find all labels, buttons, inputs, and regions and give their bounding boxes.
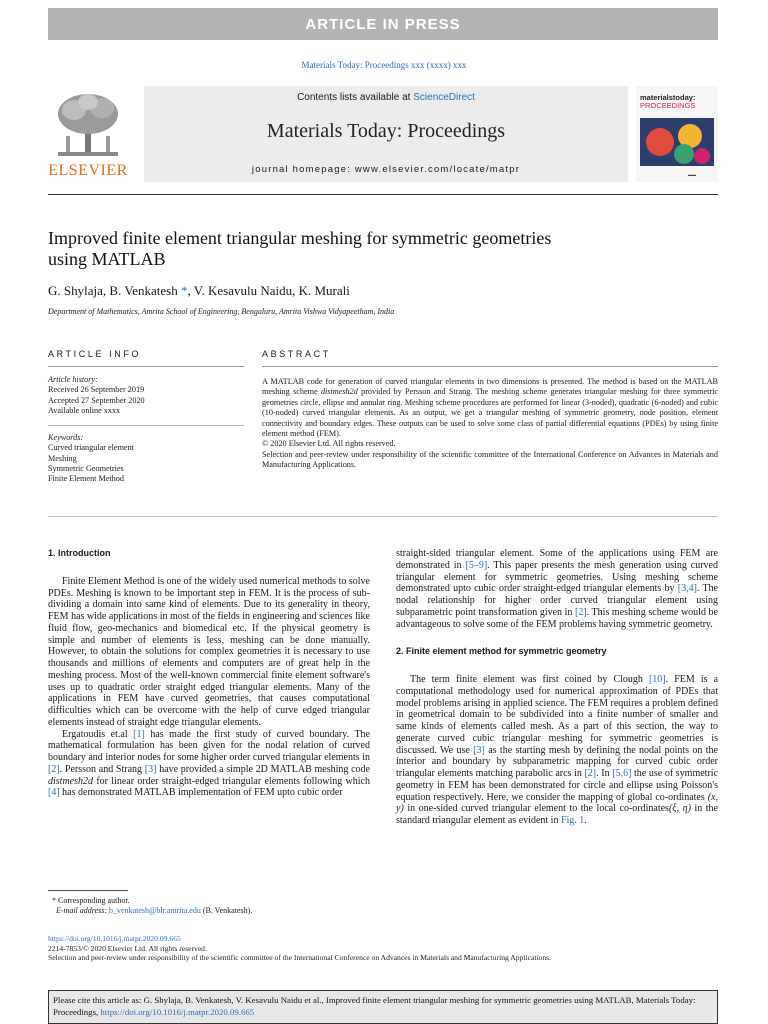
left-column (48, 548, 370, 799)
journal-homepage[interactable]: journal homepage: www.elsevier.com/locate/matpr (251, 164, 521, 175)
article-info-heading: ARTICLE INFO (48, 349, 142, 359)
title-line-2: using MATLAB (48, 249, 166, 269)
abstract-part: provided by Persson and Strang. The meshing scheme generates triangular meshing for three symmetric geometries circle, ellipse and annular ring. Meshing scheme procedures are performed for linear (3-noded), quadratic (6-noded) and cubic (10-noded) curved triangular elements. As an output, we get a triangular meshing of symmetric geometry, node position, element connectivity and boundary edges. These outputs can be used to solve some class of partial differential equations (PDEs) by using finite element method (FEM). (262, 387, 719, 439)
text-run: straight-sided triangular element. Some of the applications using FEM are demonstrated in (396, 548, 718, 571)
article-history (48, 375, 145, 416)
text-run: . Persson and Strang (59, 763, 145, 775)
abstract-rule (262, 366, 718, 367)
text-run: . In (596, 768, 613, 779)
corresponding-author-note: Corresponding author. (56, 896, 130, 905)
citation-link[interactable]: [1] (133, 728, 145, 740)
citation-link[interactable]: [3,4] (677, 583, 697, 595)
keyword-item: Meshing (48, 453, 77, 463)
section-heading-fem: 2. Finite element method for symmetric geometry (396, 646, 607, 657)
abstract-code-name: distmesh2d (320, 387, 358, 397)
email-label: E-mail address: (56, 906, 110, 915)
text-run: the use of symmetric geometry in FEM has been demonstrated for circle and ellipse using Poisson's equation respectively. Here, we consider the mapping of global co-ordinates (396, 768, 718, 803)
bottom-peer-review: Selection and peer-review under responsibility of the scientific committee of the International Conference on Advances in Materials and Manufacturing Applications. (48, 953, 551, 962)
email-owner: (B. Venkatesh). (200, 906, 253, 915)
article-info-rule (48, 366, 244, 367)
text-run: in one-sided curved triangular element to the local co-ordinates (403, 803, 669, 815)
contents-prefix: Contents lists available at (297, 92, 414, 103)
citation-link[interactable]: [3] (144, 763, 157, 775)
abstract-heading: ABSTRACT (262, 349, 331, 359)
abstract-text (262, 377, 718, 471)
journal-header (48, 86, 718, 186)
citation-box (48, 990, 718, 1024)
text-run: . This meshing scheme would be advantageous to solve some of the FEM problems having symmetric geometry. (396, 606, 718, 630)
journal-cover[interactable] (636, 86, 718, 182)
cover-title-b: PROCEEDINGS (640, 101, 696, 110)
citation-link[interactable]: [2] (574, 606, 587, 618)
keyword-item: Symmetric Geometries (48, 463, 124, 473)
elsevier-tree-icon (52, 90, 124, 160)
doi-link[interactable]: https://doi.org/10.1016/j.matpr.2020.09.665 (48, 934, 181, 943)
intro-paragraph-1: Finite Element Method is one of the widely used numerical methods to solve PDEs. Meshing is known to be important step in FEM. It is the process of sub-dividing a domain into same kind of elements. Due to its generality in theory, FEM has wide applications in most of the fields in engineering and sciences like fluid flow, geo-mechanics and biomedical etc. If the physical geometry is simple and number of elements is less, meshing can be done manually. However, to obtain the solutions for complex geometries it is necessary to use thousands and millions of elements and computers are of great help in the meshing process. Most of the well-known commercial finite element software's uses up to quadratic order straight edged triangular elements. Many of the applications in FEM have curved geometries, that causes computational difficulties which can be overcome with the help of curve edged triangular elements instead of straight edge triangular elements. (48, 575, 370, 728)
text-run: The term finite element was first coined by Clough (410, 674, 649, 685)
fem-paragraph (396, 674, 718, 827)
math-expression: (x, y) (396, 791, 718, 815)
journal-info-box (144, 86, 628, 182)
text-run: . FEM is a computational methodology used for numerical approximation of PDEs that model problems arising in applied science. The FEM requires a problem defined in geometrical domain to be subdivided into a finite number of smaller and same kinds of elements called mesh. As a part of this section, the way to generate curved cubic triangular meshing for symmetric geometries is discussed. We use (396, 674, 719, 756)
text-run: . This paper presents the mesh generation using curved triangular element for symmetric geometries. Using meshing scheme demonstrated upto cubic order straight-edged triangular elements by (396, 559, 718, 595)
cover-image-icon (640, 118, 714, 166)
contents-line (144, 92, 628, 103)
code-name: distmesh2d (48, 775, 93, 787)
citation-link[interactable]: [2] (48, 763, 60, 775)
keywords-rule (48, 425, 244, 426)
cover-footer-mark: ▬▬ (688, 172, 696, 177)
elsevier-logo[interactable] (48, 86, 128, 186)
authors-rest: , V. Kesavulu Naidu, K. Murali (187, 283, 350, 298)
footnote (48, 896, 252, 916)
accepted-date: Accepted 27 September 2020 (48, 395, 145, 405)
text-run: for linear order straight-edged triangular elements following which (93, 775, 370, 787)
figure-link[interactable]: Fig. 1 (560, 815, 585, 826)
received-date: Received 26 September 2019 (48, 385, 145, 395)
citation-link[interactable]: [5–9] (465, 559, 488, 571)
keyword-item: Curved triangular element (48, 443, 134, 453)
keyword-item: Finite Element Method (48, 474, 124, 484)
cover-title-a: materialstoday: (640, 93, 696, 102)
sciencedirect-link[interactable]: ScienceDirect (413, 92, 475, 103)
article-in-press-banner: ARTICLE IN PRESS (48, 8, 718, 40)
journal-reference-link[interactable]: Materials Today: Proceedings xxx (xxxx) xxx (301, 60, 467, 70)
authors-first: G. Shylaja, B. Venkatesh (48, 283, 178, 298)
footnote-rule (48, 890, 128, 891)
affiliation: Department of Mathematics, Amrita School of Engineering, Bengaluru, Amrita Vishwa Vidyapeetham, India (48, 307, 395, 316)
section-heading-introduction: 1. Introduction (48, 548, 111, 558)
history-label: Article history: (48, 375, 98, 384)
abstract-copyright: © 2020 Elsevier Ltd. All rights reserved. (262, 439, 396, 449)
corresponding-author-mark[interactable]: * (177, 283, 188, 298)
cover-title (640, 94, 695, 110)
citation-doi-link[interactable]: https://doi.org/10.1016/j.matpr.2020.09.665 (100, 1007, 255, 1017)
keywords-label: Keywords: (48, 433, 84, 442)
journal-title: Materials Today: Proceedings (266, 120, 506, 142)
title-line-1: Improved finite element triangular meshing for symmetric geometries (48, 228, 552, 248)
issn-line: 2214-7853/© 2020 Elsevier Ltd. All rights reserved. (48, 943, 207, 953)
keywords (48, 433, 134, 484)
right-paragraph-1 (396, 548, 718, 630)
text-run: . The nodal relationship for higher order curved triangular element using subparametric point transformation given in (396, 583, 718, 618)
math-expression: (ξ, η) (668, 803, 691, 815)
text-run: has demonstrated MATLAB implementation of FEM upto cubic order (59, 787, 343, 799)
email-link[interactable]: b_venkatesh@blr.amrita.edu (109, 906, 201, 915)
text-run: has made the first study of curved boundary. The mathematical formulation has been given for the nodal relation of curved boundary and interior nodes for some higher order curved triangular elements in (48, 728, 370, 763)
text-run: as the starting mesh by defining the nodal points on the interior and boundary by subparametric mapping for curved cubic order triangular elements matching parabolic arcs in (396, 744, 718, 779)
header-divider (48, 194, 718, 195)
online-date: Available online xxxx (48, 405, 121, 415)
citation-link[interactable]: [5,6] (612, 768, 632, 779)
citation-link[interactable]: [2] (584, 768, 597, 779)
citation-text: Please cite this article as: G. Shylaja, B. Venkatesh, V. Kesavulu Naidu et al., Improved finite element triangular meshing for symmetric geometries using MATLAB, Materials Today: Proceedings, (53, 995, 696, 1017)
paper-title (48, 228, 688, 270)
abstract-peer-review: Selection and peer-review under responsibility of the scientific committee of the International Conference on Advances in Materials and Manufacturing Applications. (262, 449, 718, 470)
text-run: Ergatoudis et.al (62, 728, 134, 740)
publisher-name: ELSEVIER (48, 162, 128, 179)
abstract-body (262, 377, 718, 439)
text-run: have provided a simple 2D MATLAB meshing code (156, 763, 370, 775)
body-divider (48, 516, 718, 517)
text-run: . (584, 815, 587, 826)
intro-paragraph-2 (48, 729, 370, 800)
text-run: in the standard triangular element as evident in (396, 803, 718, 826)
right-column (396, 548, 718, 827)
citation-link[interactable]: [4] (48, 787, 60, 799)
citation-link[interactable]: [3] (473, 744, 485, 756)
abstract-part: A MATLAB code for generation of curved triangular elements in two dimensions is presented. The method is based on the MATLAB meshing scheme (262, 377, 718, 397)
bottom-metadata (48, 934, 551, 963)
citation-link[interactable]: [10] (648, 674, 666, 685)
author-list (48, 283, 350, 299)
footnote-mark: * (52, 896, 56, 905)
